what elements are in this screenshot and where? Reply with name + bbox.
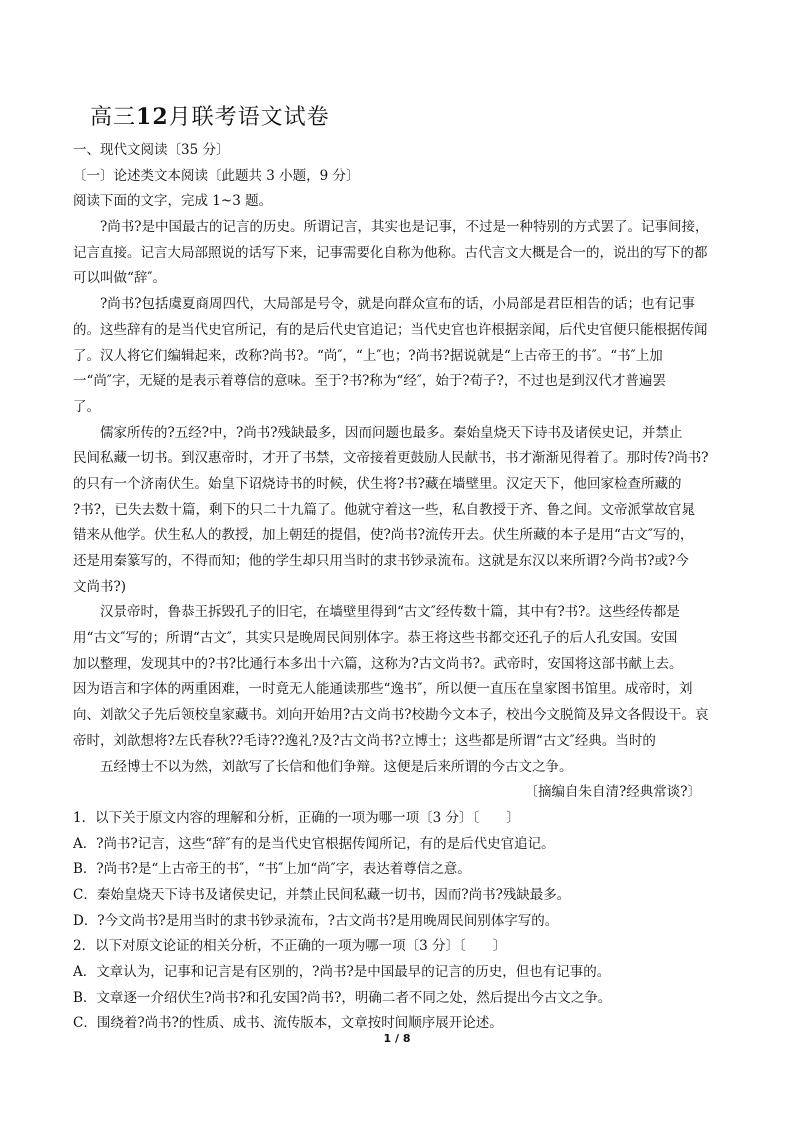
text-line: 〔一〕论述类文本阅读〔此题共 3 小题，9 分〕 <box>73 167 360 184</box>
text-line: B．?尚书?是“上古帝王的书″，“书″上加“尚″字，表达着尊信之意。 <box>73 861 471 878</box>
text-line: 汉景帝时，鲁恭王拆毁孔子的旧宅，在墙壁里得到“古文″经传数十篇，其中有?书?。这些经传都是 <box>100 604 680 621</box>
text-line: 〔摘编自朱自清?经典常谈?〕 <box>524 784 701 801</box>
text-line: 阅读下面的文字，完成 1~3 题。 <box>73 193 273 210</box>
text-line: ?书?，已失去数十篇，剩下的只二十九篇了。他就守着这一些，私自教授于齐、鲁之间。文帝派掌故官晁 <box>73 501 695 518</box>
text-line: 的。这些辞有的是当代史官所记，有的是后代史官追记；当代史官也许根据亲闻，后代史官便只能根据传闻 <box>73 321 708 338</box>
text-line: 可以叫做“辞″。 <box>73 270 166 287</box>
page-title <box>90 100 330 135</box>
document-body <box>73 138 723 1037</box>
text-line: ?尚书?包括虞夏商周四代，大局部是号令，就是向群众宣布的话，小局部是君臣相告的话；也有记事 <box>100 296 695 313</box>
title-part-b: 12 <box>136 104 169 130</box>
text-line: 记言直接。记言大局部照说的话写下来，记事需要化自称为他称。古代言文大概是合一的，说出的写下的都 <box>73 244 708 261</box>
text-line: 了。 <box>73 398 100 415</box>
text-line: 加以整理，发现其中的?书?比通行本多出十六篇，这称为?古文尚书?。武帝时，安国将这部书献上去。 <box>73 655 683 672</box>
text-line: B．文章逐一介绍伏生?尚书?和孔安国?尚书?，明确二者不同之处，然后提出今古文之争。 <box>73 989 612 1006</box>
text-line: 帝时，刘歆想将?左氏春秋??毛诗??逸礼?及?古文尚书?立博士；这些都是所谓“古文″经典。当时的 <box>73 732 656 749</box>
text-line: C．秦始皇烧天下诗书及诸侯史记，并禁止民间私藏一切书，因而?尚书?残缺最多。 <box>73 886 571 903</box>
text-line: 向、刘歆父子先后领校皇家藏书。刘向开始用?古文尚书?校勘今文本子，校出今文脱简及异文各假设干。哀 <box>73 707 709 724</box>
text-line: 民间私藏一切书。到汉惠帝时，才开了书禁，文帝接着更鼓励人民献书，书才渐渐见得着了。那时传?尚书? <box>73 450 709 467</box>
text-line: 文尚书?) <box>73 578 127 595</box>
text-line: 儒家所传的?五经?中，?尚书?残缺最多，因而问题也最多。秦始皇烧天下诗书及诸侯史记，并禁止 <box>100 424 683 441</box>
title-part-c: 月联考语文试卷 <box>168 105 330 130</box>
text-line: 的只有一个济南伏生。始皇下诏烧诗书的时候，伏生将?书?藏在墙壁里。汉定天下，他回家检查所藏的 <box>73 475 682 492</box>
page-number: 1 / 8 <box>383 1032 411 1045</box>
text-line: A．文章认为，记事和记言是有区别的，?尚书?是中国最早的记言的历史，但也有记事的。 <box>73 964 611 980</box>
text-line: 还是用秦篆写的，不得而知；他的学生却只用当时的隶书钞录流布。这就是东汉以来所谓?今尚书?或?今 <box>73 553 689 569</box>
text-line: 一、现代文阅读〔35 分〕 <box>73 142 230 158</box>
text-line: 用“古文″写的；所谓“古文″，其实只是晚周民间别体字。恭王将这些书都交还孔子的后人孔安国。安国 <box>73 630 678 647</box>
title-part-a: 高三 <box>90 105 137 130</box>
text-line: 五经博士不以为然，刘歆写了长信和他们争辩。这便是后来所谓的今古文之争。 <box>100 758 573 775</box>
text-line: D．?今文尚书?是用当时的隶书钞录流布，?古文尚书?是用晚周民间别体字写的。 <box>73 912 559 929</box>
text-line: A．?尚书?记言，这些“辞″有的是当代史官根据传闻所记，有的是后代史官追记。 <box>73 835 555 852</box>
text-line: 了。汉人将它们编辑起来，改称?尚书?。“尚″，“上″也；?尚书?据说就是“上古帝王的书″。“书″上加 <box>73 347 663 364</box>
text-line: 因为语言和字体的两重困难，一时竟无人能通读那些“逸书″，所以便一直压在皇家图书馆里。成帝时，刘 <box>73 681 693 698</box>
text-line: ?尚书?是中国最古的记言的历史。所谓记言，其实也是记事，不过是一种特别的方式罢了。记事间接， <box>100 219 709 236</box>
text-line: 1．以下关于原文内容的理解和分析，正确的一项为哪一项〔3 分〕〔 〕 <box>73 809 520 826</box>
text-line: 2．以下对原文论证的相关分析，不正确的一项为哪一项〔3 分〕〔 〕 <box>73 938 507 955</box>
text-line: 一“尚″字，无疑的是表示着尊信的意味。至于?书?称为“经″，始于?荀子?，不过也是到汉代才普遍罢 <box>73 373 666 390</box>
text-line: C．围绕着?尚书?的性质、成书、流传版本，文章按时间顺序展开论述。 <box>73 1015 503 1032</box>
text-line: 错来从他学。伏生私人的教授，加上朝廷的提倡，使?尚书?流传开去。伏生所藏的本子是用“古文″写的， <box>73 527 694 544</box>
